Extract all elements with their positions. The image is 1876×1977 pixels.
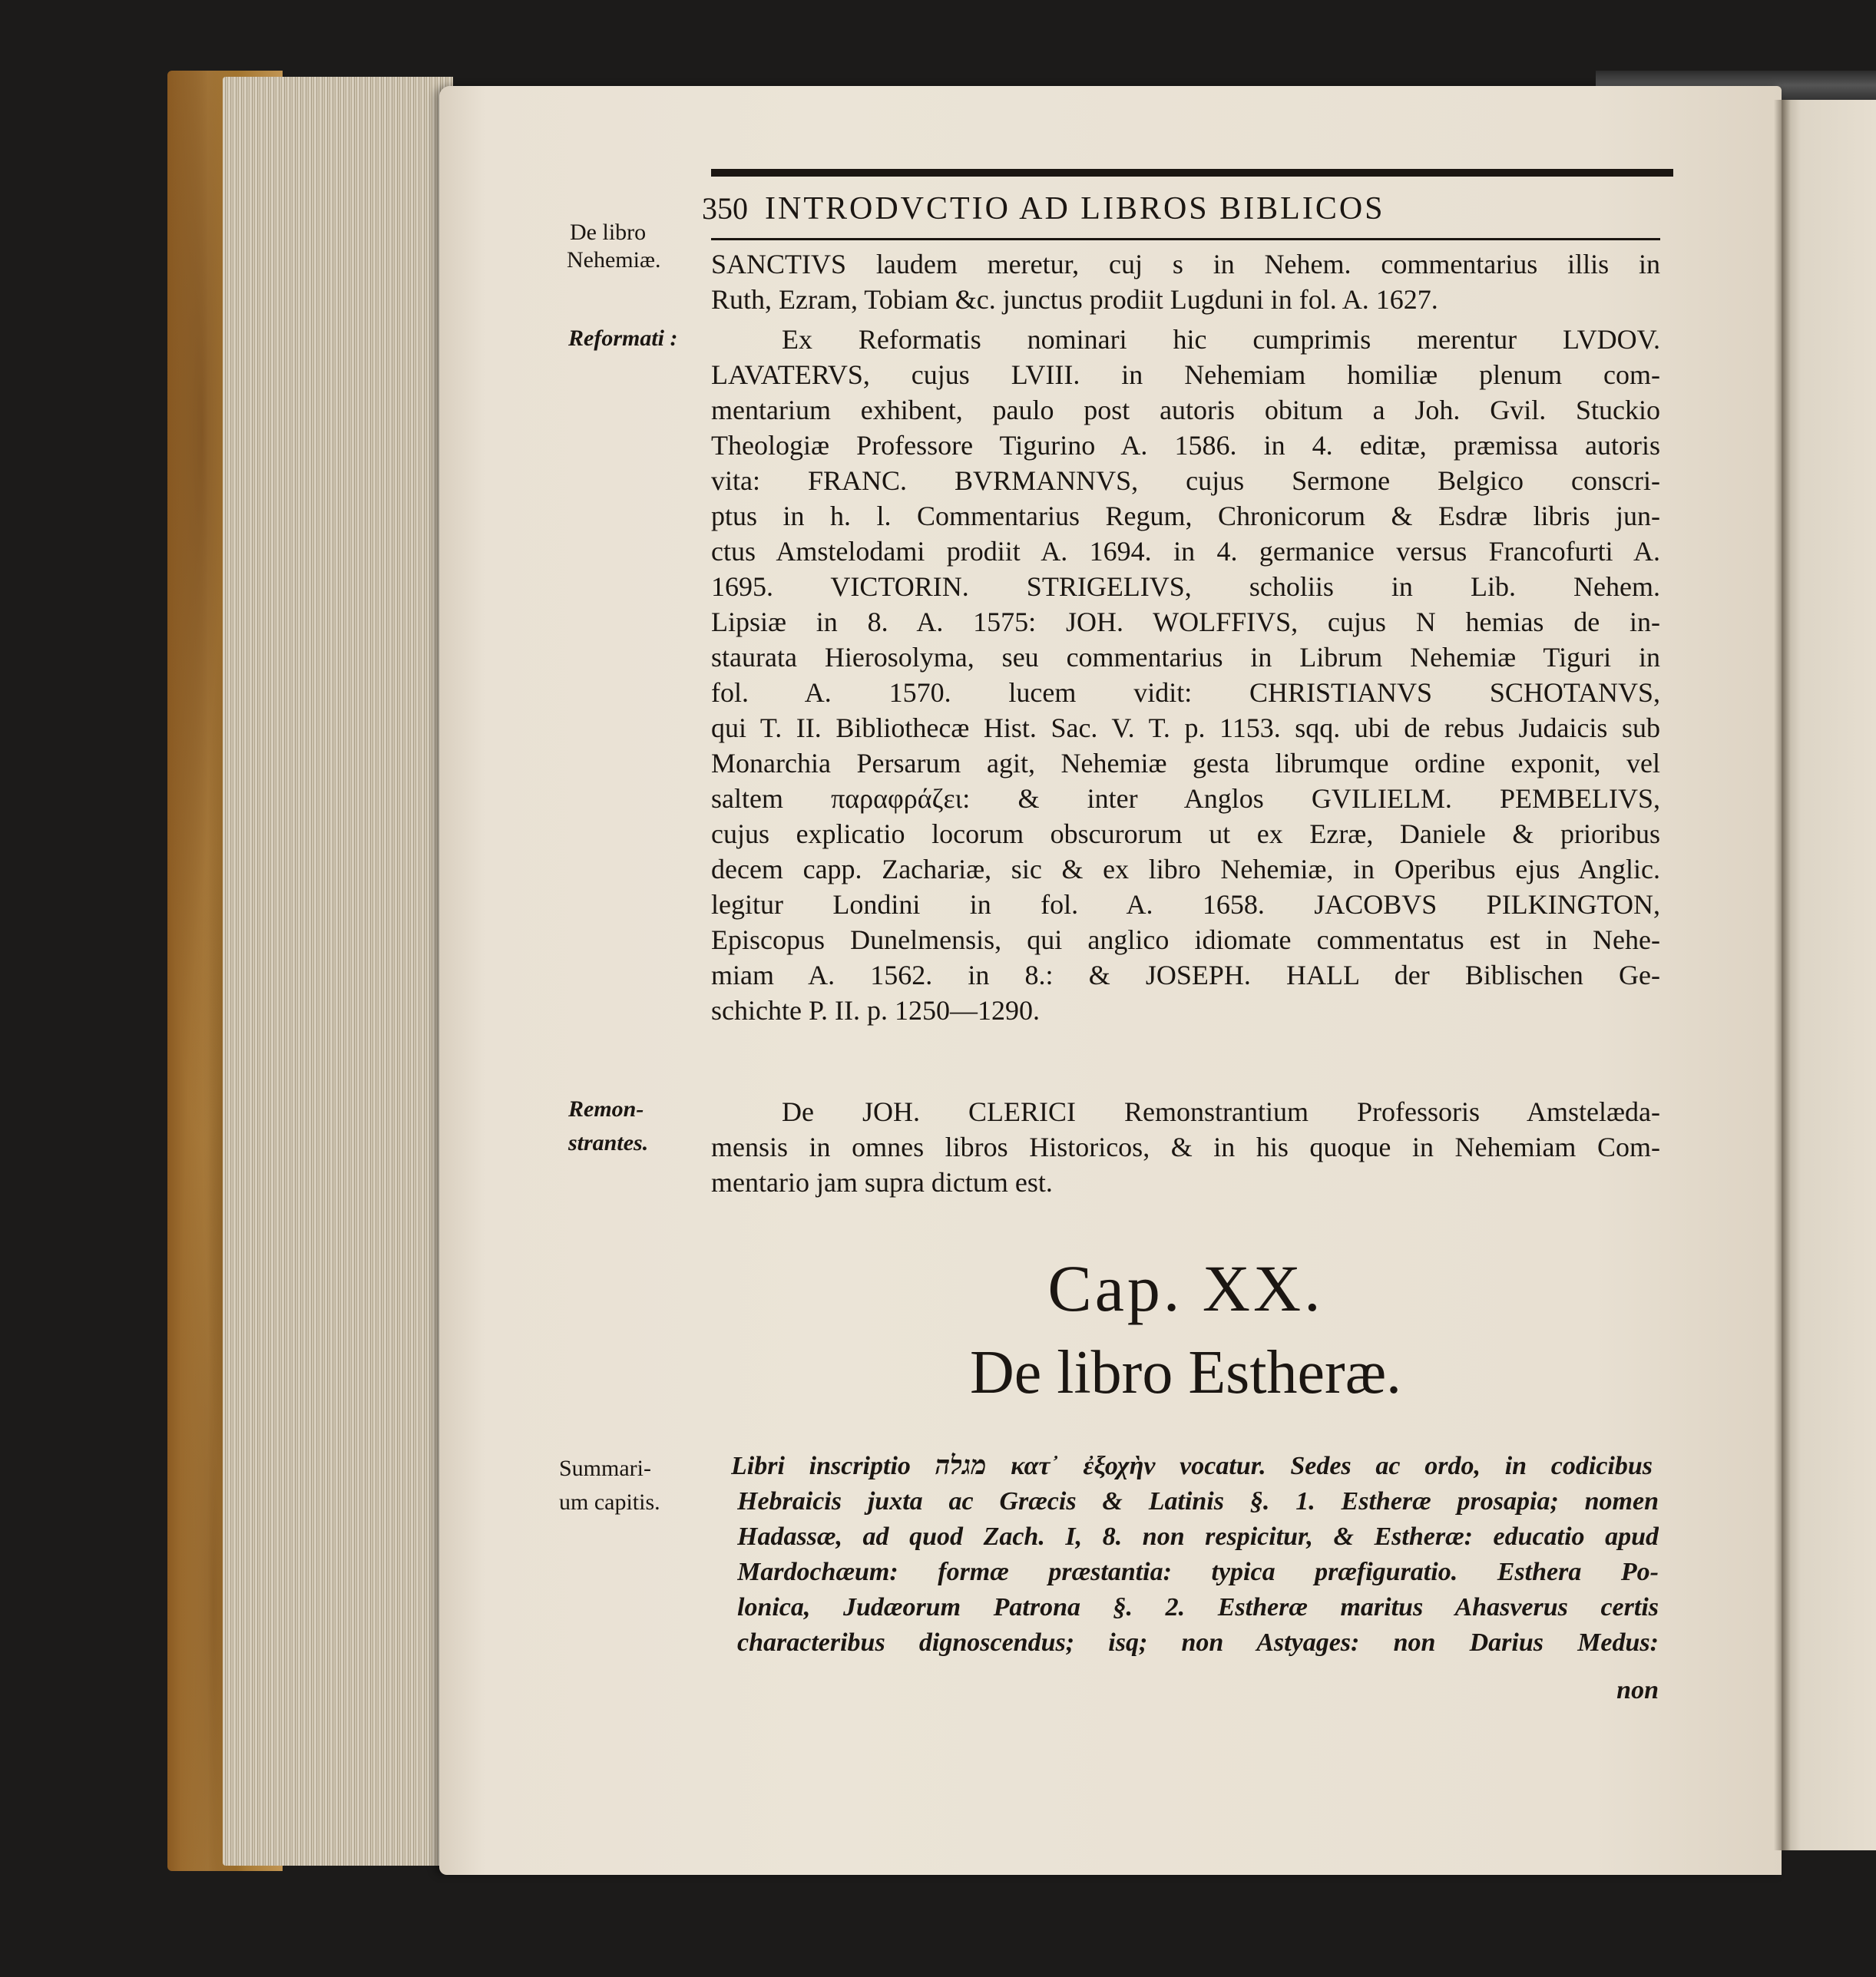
- body-line: schichte P. II. p. 1250—1290.: [711, 995, 1040, 1026]
- body-line: SANCTIVS laudem meretur, cuj s in Nehem. commentarius illis in: [711, 249, 1660, 279]
- page-edges: [223, 77, 453, 1866]
- summary-line: Hadassæ, ad quod Zach. I, 8. non respicitur, & Estheræ: educatio apud: [737, 1522, 1659, 1551]
- margin-note-remonstrantes-2: strantes.: [568, 1130, 649, 1155]
- summary-line: lonica, Judæorum Patrona §. 2. Estheræ maritus Ahasverus certis: [737, 1593, 1659, 1622]
- page-number: 350: [702, 191, 748, 226]
- body-line: Lipsiæ in 8. A. 1575: JOH. WOLFFIVS, cujus N hemias de in-: [711, 607, 1660, 637]
- summary-line: Hebraicis juxta ac Græcis & Latinis §. 1. Estheræ prosapia; nomen: [737, 1487, 1659, 1516]
- body-line: cujus explicatio locorum obscurorum ut ex Ezræ, Daniele & prioribus: [711, 818, 1660, 849]
- catchword: non: [1616, 1676, 1659, 1704]
- body-line: miam A. 1562. in 8.: & JOSEPH. HALL der Biblischen Ge-: [711, 960, 1660, 990]
- body-line: saltem παραφράζει: & inter Anglos GVILIELM. PEMBELIVS,: [711, 783, 1660, 814]
- margin-note-reformati: Reformati :: [568, 326, 678, 351]
- body-line: ctus Amstelodami prodiit A. 1694. in 4. germanice versus Francofurti A.: [711, 536, 1660, 567]
- body-line: mentario jam supra dictum est.: [711, 1167, 1053, 1198]
- margin-note-summarium-2: um capitis.: [559, 1489, 660, 1515]
- chapter-number: Cap. XX.: [1047, 1251, 1324, 1325]
- body-line: staurata Hierosolyma, seu commentarius in Librum Nehemiæ Tiguri in: [711, 642, 1660, 673]
- body-line: qui T. II. Bibliothecæ Hist. Sac. V. T. p. 1153. sqq. ubi de rebus Judaicis sub: [711, 712, 1660, 743]
- body-line: Monarchia Persarum agit, Nehemiæ gesta librumque ordine exponit, vel: [711, 748, 1660, 779]
- body-line: LAVATERVS, cujus LVIII. in Nehemiam homiliæ plenum com-: [711, 359, 1660, 390]
- margin-note-summarium-1: Summari-: [559, 1456, 651, 1481]
- body-line: 1695. VICTORIN. STRIGELIVS, scholiis in Lib. Nehem.: [711, 571, 1660, 602]
- body-line: Ruth, Ezram, Tobiam &c. junctus prodiit Lugduni in fol. A. 1627.: [711, 284, 1438, 315]
- margin-note-de-libro: De libro: [570, 220, 647, 245]
- body-line: mensis in omnes libros Historicos, & in his quoque in Nehemiam Com-: [711, 1132, 1660, 1162]
- chapter-title: De libro Estheræ.: [969, 1339, 1402, 1407]
- body-line: ptus in h. l. Commentarius Regum, Chronicorum & Esdræ libris jun-: [711, 501, 1660, 531]
- body-line: De JOH. CLERICI Remonstrantium Professoris Amstelæda-: [782, 1096, 1660, 1127]
- body-line: mentarium exhibent, paulo post autoris obitum a Joh. Gvil. Stuckio: [711, 395, 1660, 425]
- body-line: vita: FRANC. BVRMANNVS, cujus Sermone Belgico conscri-: [711, 465, 1660, 496]
- header-underline: [711, 238, 1660, 240]
- body-line: Episcopus Dunelmensis, qui anglico idiomate commentatus est in Nehe-: [711, 924, 1660, 955]
- facing-page: [1782, 100, 1876, 1850]
- page-gutter: [1774, 100, 1791, 1850]
- body-line: decem capp. Zachariæ, sic & ex libro Nehemiæ, in Operibus ejus Anglic.: [711, 854, 1660, 884]
- margin-note-nehemiae: Nehemiæ.: [567, 247, 661, 273]
- body-line: legitur Londini in fol. A. 1658. JACOBVS PILKINGTON,: [711, 889, 1660, 920]
- summary-line: Libri inscriptio מגלה κατ᾽ ἐξοχὴν vocatur. Sedes ac ordo, in codicibus: [731, 1452, 1653, 1480]
- header-rule: [711, 169, 1673, 177]
- running-title: INTRODVCTIO AD LIBROS BIBLICOS: [765, 191, 1385, 226]
- body-line: Ex Reformatis nominari hic cumprimis merentur LVDOV.: [782, 324, 1660, 355]
- running-header: [702, 190, 1692, 236]
- summary-line: characteribus dignoscendus; isq; non Astyages: non Darius Medus:: [737, 1628, 1659, 1657]
- summary-line: Mardochæum: formæ præstantia: typica præfiguratio. Esthera Po-: [737, 1558, 1659, 1586]
- body-line: fol. A. 1570. lucem vidit: CHRISTIANVS SCHOTANVS,: [711, 677, 1660, 708]
- body-line: Theologiæ Professore Tigurino A. 1586. in 4. editæ, præmissa autoris: [711, 430, 1660, 461]
- margin-note-remonstrantes-1: Remon-: [568, 1096, 644, 1122]
